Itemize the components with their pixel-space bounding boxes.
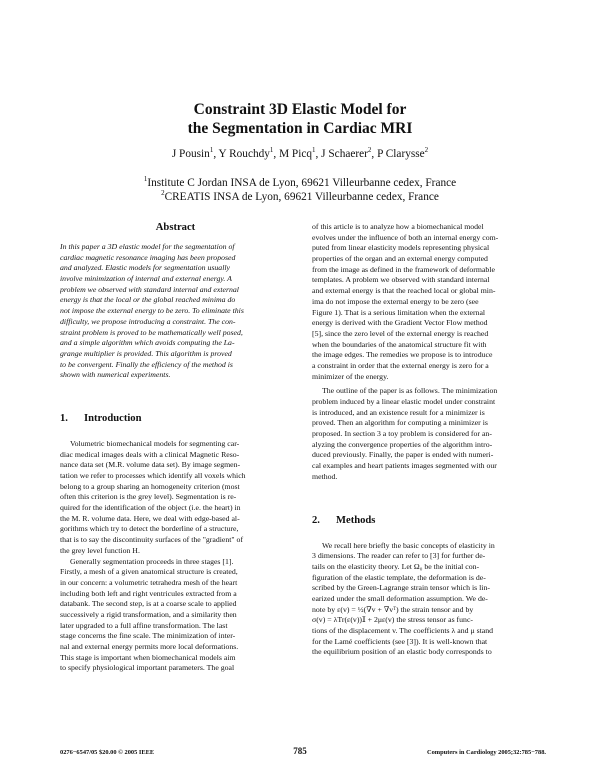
- text-line: minimizer of the energy.: [312, 371, 389, 381]
- affiliation-text: Institute C Jordan INSA de Lyon, 69621 Villeurbanne cedex, France: [147, 177, 457, 189]
- text-line: figuration of the elastic template, the deformation is de-: [312, 572, 486, 582]
- text-line: when the boundaries of the anatomical structure fit with: [312, 339, 487, 349]
- text-line: the image edges. The remedies we propose is to introduce: [312, 350, 493, 360]
- author-affiliation-mark: 1: [209, 146, 214, 155]
- footer-copyright: 0276−6547/05 $20.00 © 2005 IEEE: [60, 749, 155, 756]
- text-line: nal and external energy permits more local deformations.: [60, 642, 239, 651]
- text-line: gorithms which try to detect the borderline of a structure,: [60, 524, 239, 534]
- text-line: that is to say the discontinuity surfaces of the "gradient" of: [60, 535, 244, 545]
- affiliation: [0, 176, 600, 190]
- text-line: [5], since the zero level of the external energy is reached: [312, 328, 489, 338]
- intro-paragraph-3: [312, 222, 546, 382]
- text-line: a constraint in order that the external energy is zero for a: [312, 360, 489, 370]
- text-line: of this article is to analyze how a biomechanical model: [312, 222, 484, 231]
- abstract-line: straint problem is proved to be mathematically well posed,: [60, 327, 243, 337]
- intro-paragraph-4: [312, 386, 546, 482]
- affiliations: [0, 176, 600, 204]
- text-line: including both left and right ventricules extracted from a: [60, 588, 237, 598]
- affiliation-text: CREATIS INSA de Lyon, 69621 Villeurbanne cedex, France: [164, 191, 439, 203]
- author-name: Y Rouchdy: [218, 148, 270, 160]
- text-line: problem induced by a linear elastic model under constraint: [312, 397, 496, 406]
- text-line: later upgraded to a full affine transformation. The last: [60, 620, 228, 630]
- section-heading-introduction: [60, 411, 291, 427]
- text-line: alyzing the convergence properties of the algorithm intro-: [312, 439, 493, 449]
- text-line: This stage is important when biomechanical models aim: [60, 652, 236, 662]
- text-line: energy is derived with the Gradient Vector Flow method: [312, 318, 488, 328]
- text-line: quired for the identification of the object (i.e. the heart) in: [60, 503, 241, 513]
- text-line: 3 dimensions. The reader can refer to [3] for further de-: [312, 551, 486, 561]
- text-line: in our concern: a volumetric tetrahedra mesh of the heart: [60, 577, 238, 587]
- author-list: J Pousin$^1$, Y Rouchdy$^1$, M Picq$^1$, J Schaerer$^2$, P Clarysse$^2$: [171, 146, 429, 160]
- text-line: earized under the small deformation assumption. We de-: [312, 593, 488, 603]
- affiliation: [0, 190, 600, 204]
- author-name: P Clarysse: [377, 148, 425, 160]
- text-line: evolves under the influence of both an internal energy com-: [312, 232, 499, 242]
- text-line: to specify physiological important parameters. The goal: [60, 663, 235, 673]
- abstract-line: grange multiplier is provided. This algorithm is proved: [60, 348, 232, 358]
- section-title: Introduction: [84, 412, 142, 424]
- author-name: J Pousin: [171, 148, 210, 160]
- abstract-line: to be convergent. Finally the efficiency of the method is: [60, 359, 233, 369]
- text-line: belong to a group sharing an homogeneity criterion (most: [60, 481, 240, 491]
- abstract-line: not impose the external energy to be zero. To eliminate this: [60, 306, 244, 316]
- abstract-heading: Abstract: [155, 222, 196, 233]
- text-line: for the Lamé coefficients (see [3]). It is well-known that: [312, 636, 488, 646]
- abstract-line: and analyzed. Elastic models for segmentation usually: [60, 263, 230, 273]
- author-affiliation-mark: 2: [367, 146, 372, 155]
- author-name: M Picq: [279, 148, 313, 160]
- text-line: The outline of the paper is as follows. The minimization: [322, 386, 498, 396]
- footer-page-number: 785: [293, 746, 307, 756]
- abstract-line: shown with numerical experiments.: [60, 370, 171, 380]
- text-line: ima do not impose the external energy to be zero (see: [312, 296, 479, 306]
- text-line: Generally segmentation proceeds in three stages [1].: [70, 556, 234, 566]
- text-line: We recall here briefly the basic concepts of elasticity in: [322, 540, 495, 550]
- text-line: tation we refer to processes which identify all voxels which: [60, 471, 246, 480]
- author-name: J Schaerer: [321, 148, 368, 160]
- paper-title: [0, 100, 600, 138]
- footer-citation: Computers in Cardiology 2005;32:785−788.: [426, 749, 546, 756]
- text-line: the grey level function H.: [60, 545, 140, 555]
- section-number: 1.: [60, 412, 68, 424]
- author-affiliation-mark: 2: [424, 146, 429, 155]
- text-line: proved. Then an algorithm for computing a minimizer is: [312, 418, 488, 428]
- text-line: and external energy is that the reached local or global min-: [312, 286, 496, 296]
- text-line: from the image as defined in the framework of deformable: [312, 264, 495, 274]
- right-column: [312, 222, 546, 658]
- intro-paragraph-1: [60, 439, 291, 557]
- abstract-line: and a simple algorithm which avoids computing the La-: [60, 338, 235, 348]
- abstract-line: problem we observed with standard internal and external: [60, 284, 239, 294]
- author-affiliation-mark: 1: [312, 146, 316, 155]
- title-line: Constraint 3D Elastic Model for: [193, 101, 407, 118]
- text-line: note by ε(v) = ½(∇v + ∇vᵀ) the strain tensor and by: [312, 604, 474, 614]
- abstract-line: involve minimization of internal and external energy. A: [60, 274, 232, 284]
- section-number: 2.: [312, 514, 320, 526]
- text-line: Figure 1). That is a serious limitation when the external: [312, 307, 486, 317]
- text-line: cal examples and heart patients images segmented with our: [312, 461, 497, 471]
- abstract-body: [60, 242, 291, 381]
- section-title: Methods: [336, 514, 376, 526]
- text-line: databank. The second step, is at a coarse scale to applied: [60, 599, 237, 609]
- text-line: Firstly, a mesh of a given anatomical structure is created,: [60, 567, 238, 577]
- abstract-line: energy is that the local or the global reached minima do: [60, 295, 236, 305]
- text-line: templates. A problem we observed with standard internal: [312, 275, 490, 285]
- text-line: scribed by the Green-Lagrange strain tensor which is lin-: [312, 583, 490, 593]
- text-line: successively a rigid transformation, and a similarity then: [60, 609, 237, 619]
- text-line: method.: [312, 471, 338, 481]
- text-line: nance data set (M.R. volume data set). By image segmen-: [60, 460, 241, 470]
- title-line: the Segmentation in Cardiac MRI: [187, 120, 413, 137]
- left-column: [60, 222, 291, 674]
- abstract-line: difficulty, we propose introducing a constraint. The con-: [60, 316, 236, 326]
- text-line: proposed. In section 3 a toy problem is considered for an-: [312, 429, 492, 439]
- text-line: often this criterion is the grey level). Segmentation is re-: [60, 492, 237, 502]
- text-line: the equilibrium position of an elastic body corresponds to: [312, 647, 492, 657]
- affiliation-mark: 2: [161, 189, 165, 198]
- affiliation-mark: 1: [143, 175, 148, 184]
- text-line: diac medical images deals with a clinical Magnetic Reso-: [60, 449, 240, 459]
- text-line: stage concerns the fine scale. The minimization of inter-: [60, 631, 236, 641]
- intro-paragraph-2: [60, 557, 291, 675]
- text-line: properties of the organ and an external energy computed: [312, 254, 488, 264]
- abstract-line: cardiac magnetic resonance imaging has been proposed: [60, 252, 236, 262]
- text-line: is introduced, and an existence result for a minimizer is: [312, 407, 485, 417]
- author-affiliation-mark: 1: [269, 146, 274, 155]
- abstract-line: In this paper a 3D elastic model for the segmentation of: [60, 242, 235, 251]
- text-line: σ(v) = λTr(ε(v))𝕀 + 2με(v) the stress tensor as func-: [312, 615, 473, 625]
- text-line: puted from linear elasticity models representing physical: [312, 243, 490, 253]
- section-heading-methods: [312, 513, 546, 529]
- text-line: the M. R. volume data. Here, we deal with edge-based al-: [60, 513, 240, 523]
- text-line: tions of the displacement v. The coefficients λ and μ stand: [312, 626, 494, 635]
- text-line: Volumetric biomechanical models for segmenting car-: [70, 438, 240, 448]
- methods-paragraph-1: [312, 541, 546, 659]
- text-line: tails on the elasticity theory. Let Ω₀ be the initial con-: [312, 561, 480, 571]
- text-line: duced previously. Finally, the paper is ended with numeri-: [312, 450, 494, 460]
